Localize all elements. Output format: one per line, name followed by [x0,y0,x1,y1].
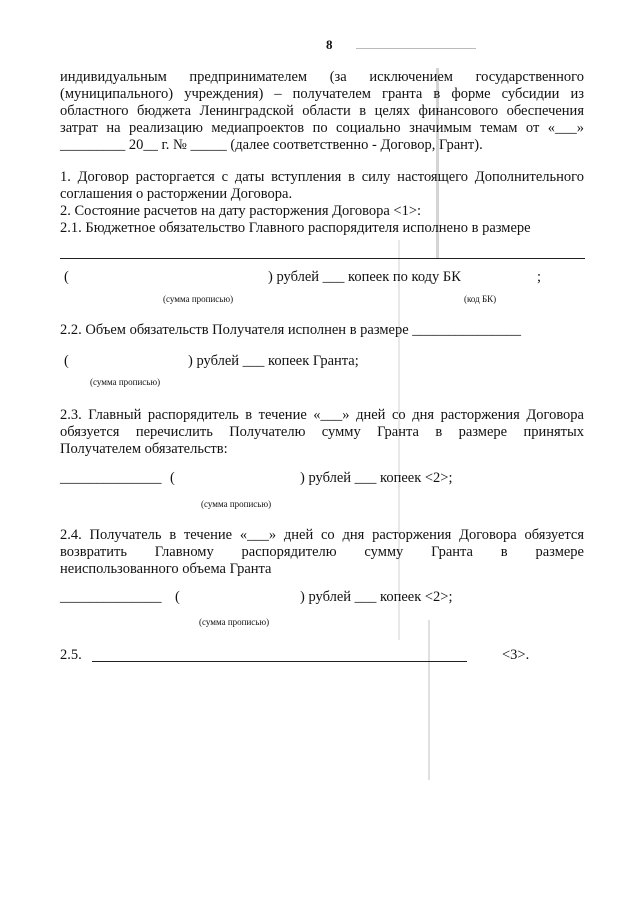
intro-paragraph [60,69,584,154]
clause-2-3-hint-sum: (сумма прописью) [201,499,272,509]
clause-2-4-line-1: 2.4. Получатель в течение «___» дней со дня расторжения Договора обязуется [60,527,584,543]
clause-2-5-label: 2.5. [60,647,82,663]
clause-2-1-hint-kbk: (код БК) [464,294,497,304]
intro-line-4: затрат на реализацию медиапроектов по социально значимым темам от «___» [60,120,584,136]
clause-2-3-line-1: 2.3. Главный распорядитель в течение «___» дней со дня расторжения Договора [60,407,584,423]
scan-artifact [356,48,476,49]
clause-2-4-rubles: ) рублей ___ копеек <2>; [300,589,453,605]
clause-2-3-amount-blank: ______________ [60,470,162,486]
clause-2-2-rubles: ) рублей ___ копеек Гранта; [188,353,359,369]
clause-2-1-blank-line [60,258,585,259]
clause-2-4-hint-sum: (сумма прописью) [199,617,270,627]
intro-line-5: _________ 20__ г. № _____ (далее соответственно - Договор, Грант). [60,137,483,153]
intro-line-3: областного бюджета Ленинградской области в целях финансового обеспечения [60,103,584,119]
clause-2-3-line-3: Получателем обязательств: [60,441,228,457]
page-number: 8 [326,37,333,52]
clause-2-1-hint-sum: (сумма прописью) [163,294,234,304]
clause-2-3-rubles: ) рублей ___ копеек <2>; [300,470,453,486]
clause-2-1-semicolon: ; [537,269,542,285]
intro-line-2: (муниципального) учреждения) – получателем гранта в форме субсидии из [60,86,584,102]
clause-2-1-rubles: ) рублей ___ копеек по коду БК [268,269,461,285]
clause-2-4-open-paren: ( [175,589,180,605]
clause-2-5-footnote: <3>. [502,647,530,663]
clause-2-4-line-2: возвратить Главному распорядителю сумму Гранта в размере [60,544,584,560]
clause-2-3-open-paren: ( [170,470,175,486]
intro-line-1: индивидуальным предпринимателем (за исключением государственного [60,69,584,85]
clause-1-line-1: 1. Договор расторгается с даты вступления в силу настоящего Дополнительного [60,169,584,185]
clause-2: 2. Состояние расчетов на дату расторжения Договора <1>: [60,203,422,219]
clause-1 [60,169,584,203]
clause-2-2-hint-sum: (сумма прописью) [90,377,161,387]
clause-2-4 [60,527,584,578]
clause-2-3-line-2: обязуется перечислить Получателю сумму Гранта в размере принятых [60,424,584,440]
clause-2-1-text: 2.1. Бюджетное обязательство Главного распорядителя исполнено в размере [60,220,531,236]
clause-2-4-amount-blank: ______________ [60,589,162,605]
clause-2-4-line-3: неиспользованного объема Гранта [60,561,272,577]
clause-2-2-text: 2.2. Объем обязательств Получателя исполнен в размере _______________ [60,322,522,338]
clause-2-2-open-paren: ( [64,353,69,369]
clause-1-line-2: соглашения о расторжении Договора. [60,186,293,202]
clause-2-5-blank-line [92,661,467,662]
clause-2-3 [60,407,584,458]
clause-2-1-open-paren: ( [64,269,69,285]
scan-artifact [428,620,430,780]
